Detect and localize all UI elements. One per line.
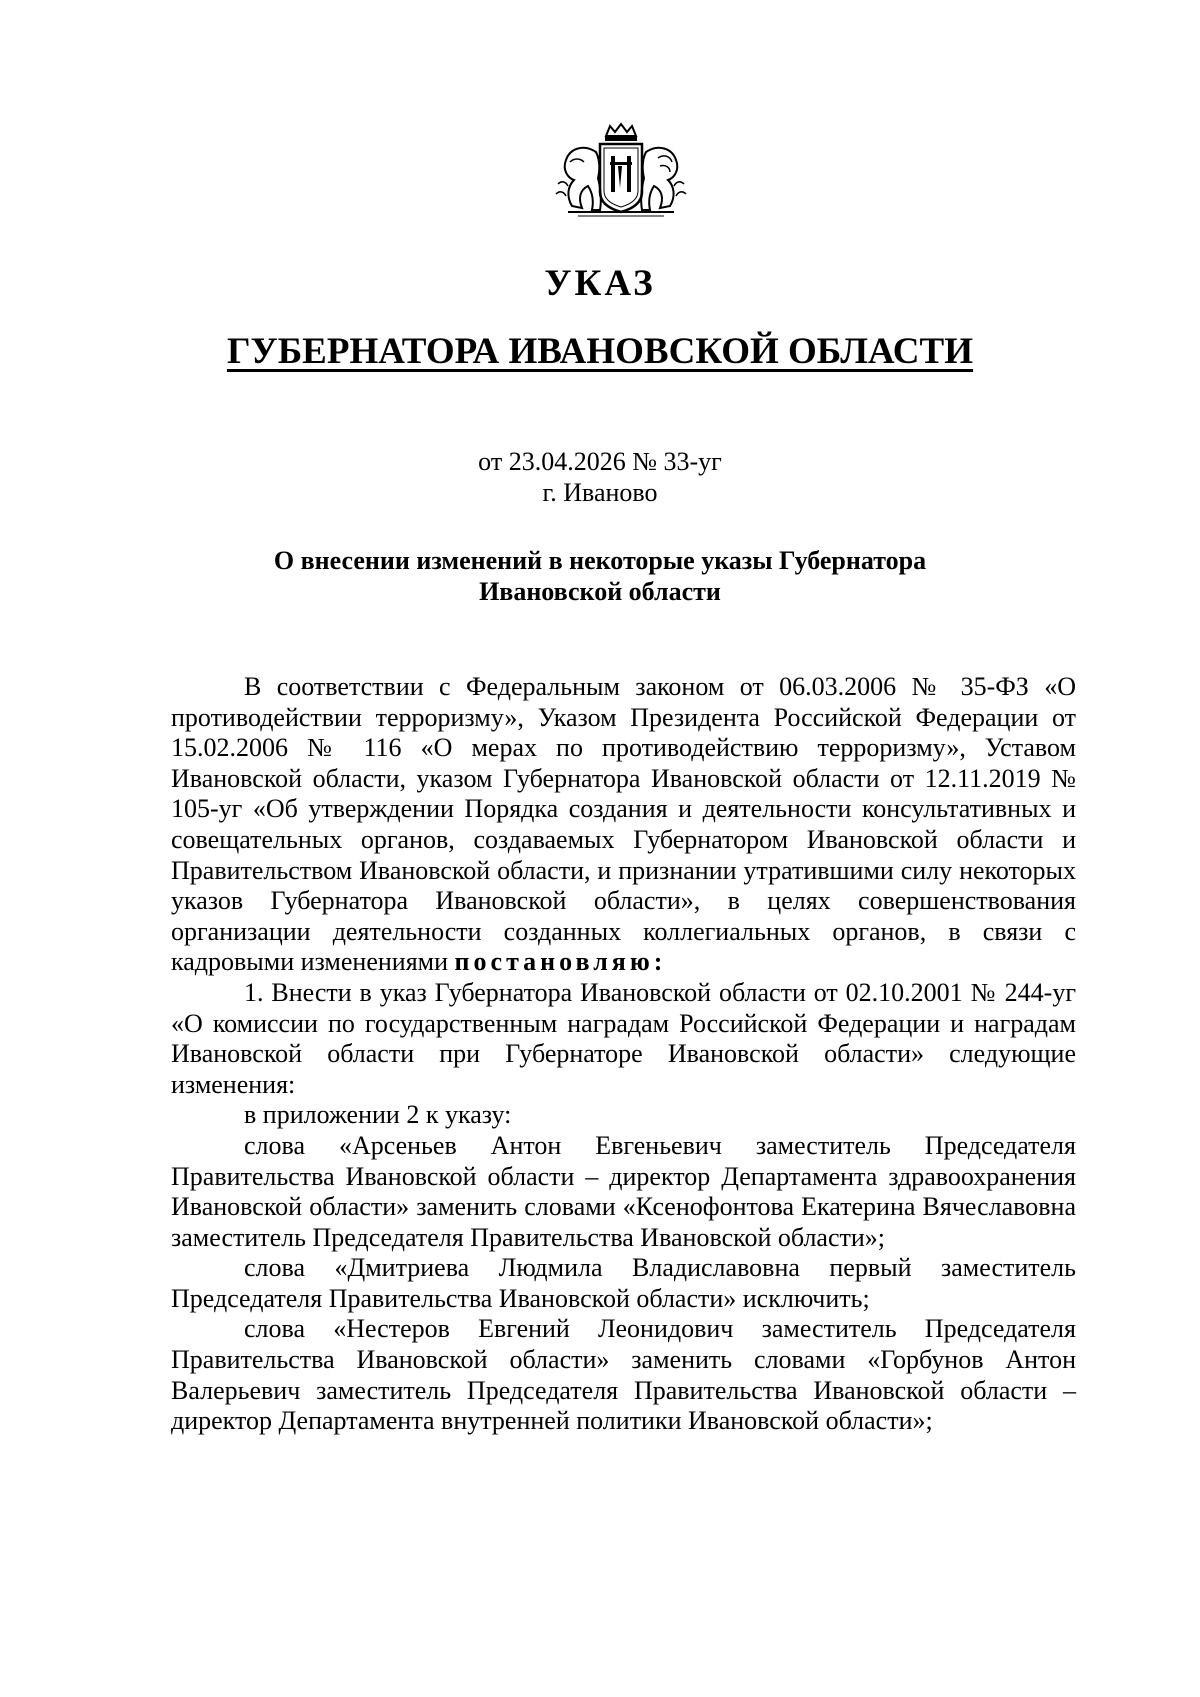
preamble-text: В соответствии с Федеральным законом от 06.03.2006 № 35-ФЗ «О противодействии терроризму», Указом Президента Российской Федерации от 15.02.2006 № 116 «О мерах по противодействию терроризму», Уставом Ивановской области, указом Губернатора Ивановской области от 12.11.2019 № 105-уг «Об утверждении Порядка создания и деятельности консультативных и совещательных органов, создаваемых Губернатором Ивановской области и Правительством Ивановской области, и признании утратившими силу некоторых указов Губернатора Ивановской области», в целях совершенствования организации деятельности созданных коллегиальных органов, в связи с кадровыми изменениями xyxy=(171,672,1076,977)
change-1-paragraph: слова «Арсеньев Антон Евгеньевич заместитель Председателя Правительства Ивановской области – директор Департамента здравоохранения Ивановской области» заменить словами «Ксенофонтова Екатерина Вячеславовна заместитель Председателя Правительства Ивановской области»; xyxy=(171,1130,1076,1252)
subject-line-1: О внесении изменений в некоторые указы Губернатора xyxy=(273,546,927,575)
annex-paragraph: в приложении 2 к указу: xyxy=(244,1100,512,1130)
preamble-paragraph xyxy=(171,672,1076,978)
change-3-paragraph: слова «Нестеров Евгений Леонидович заместитель Председателя Правительства Ивановской области» заменить словами «Горбунов Антон Валерьевич заместитель Председателя Правительства Ивановской области – директор Департамента внутренней политики Ивановской области»; xyxy=(171,1314,1076,1436)
decree-subject xyxy=(0,545,1200,607)
change-2-paragraph: слова «Дмитриева Людмила Владиславовна первый заместитель Председателя Правительства Ивановской области» исключить; xyxy=(171,1253,1076,1313)
city: г. Иваново xyxy=(542,478,658,507)
decree-body xyxy=(171,672,1076,1437)
issuer-title: ГУБЕРНАТОРА ИВАНОВСКОЙ ОБЛАСТИ xyxy=(227,331,973,372)
subject-line-2: Ивановской области xyxy=(479,577,721,606)
document-type-title: УКАЗ xyxy=(544,263,656,304)
date-number: от 23.04.2026 № 33-уг xyxy=(478,447,722,476)
decree-word: постановляю: xyxy=(454,947,667,977)
coat-of-arms-icon xyxy=(548,122,694,220)
item-1-paragraph: 1. Внести в указ Губернатора Ивановской области от 02.10.2001 № 244-уг «О комиссии по государственным наградам Российской Федерации и наградам Ивановской области при Губернаторе Ивановской области» следующие изменения: xyxy=(171,977,1076,1099)
coat-of-arms-emblem xyxy=(548,122,694,220)
